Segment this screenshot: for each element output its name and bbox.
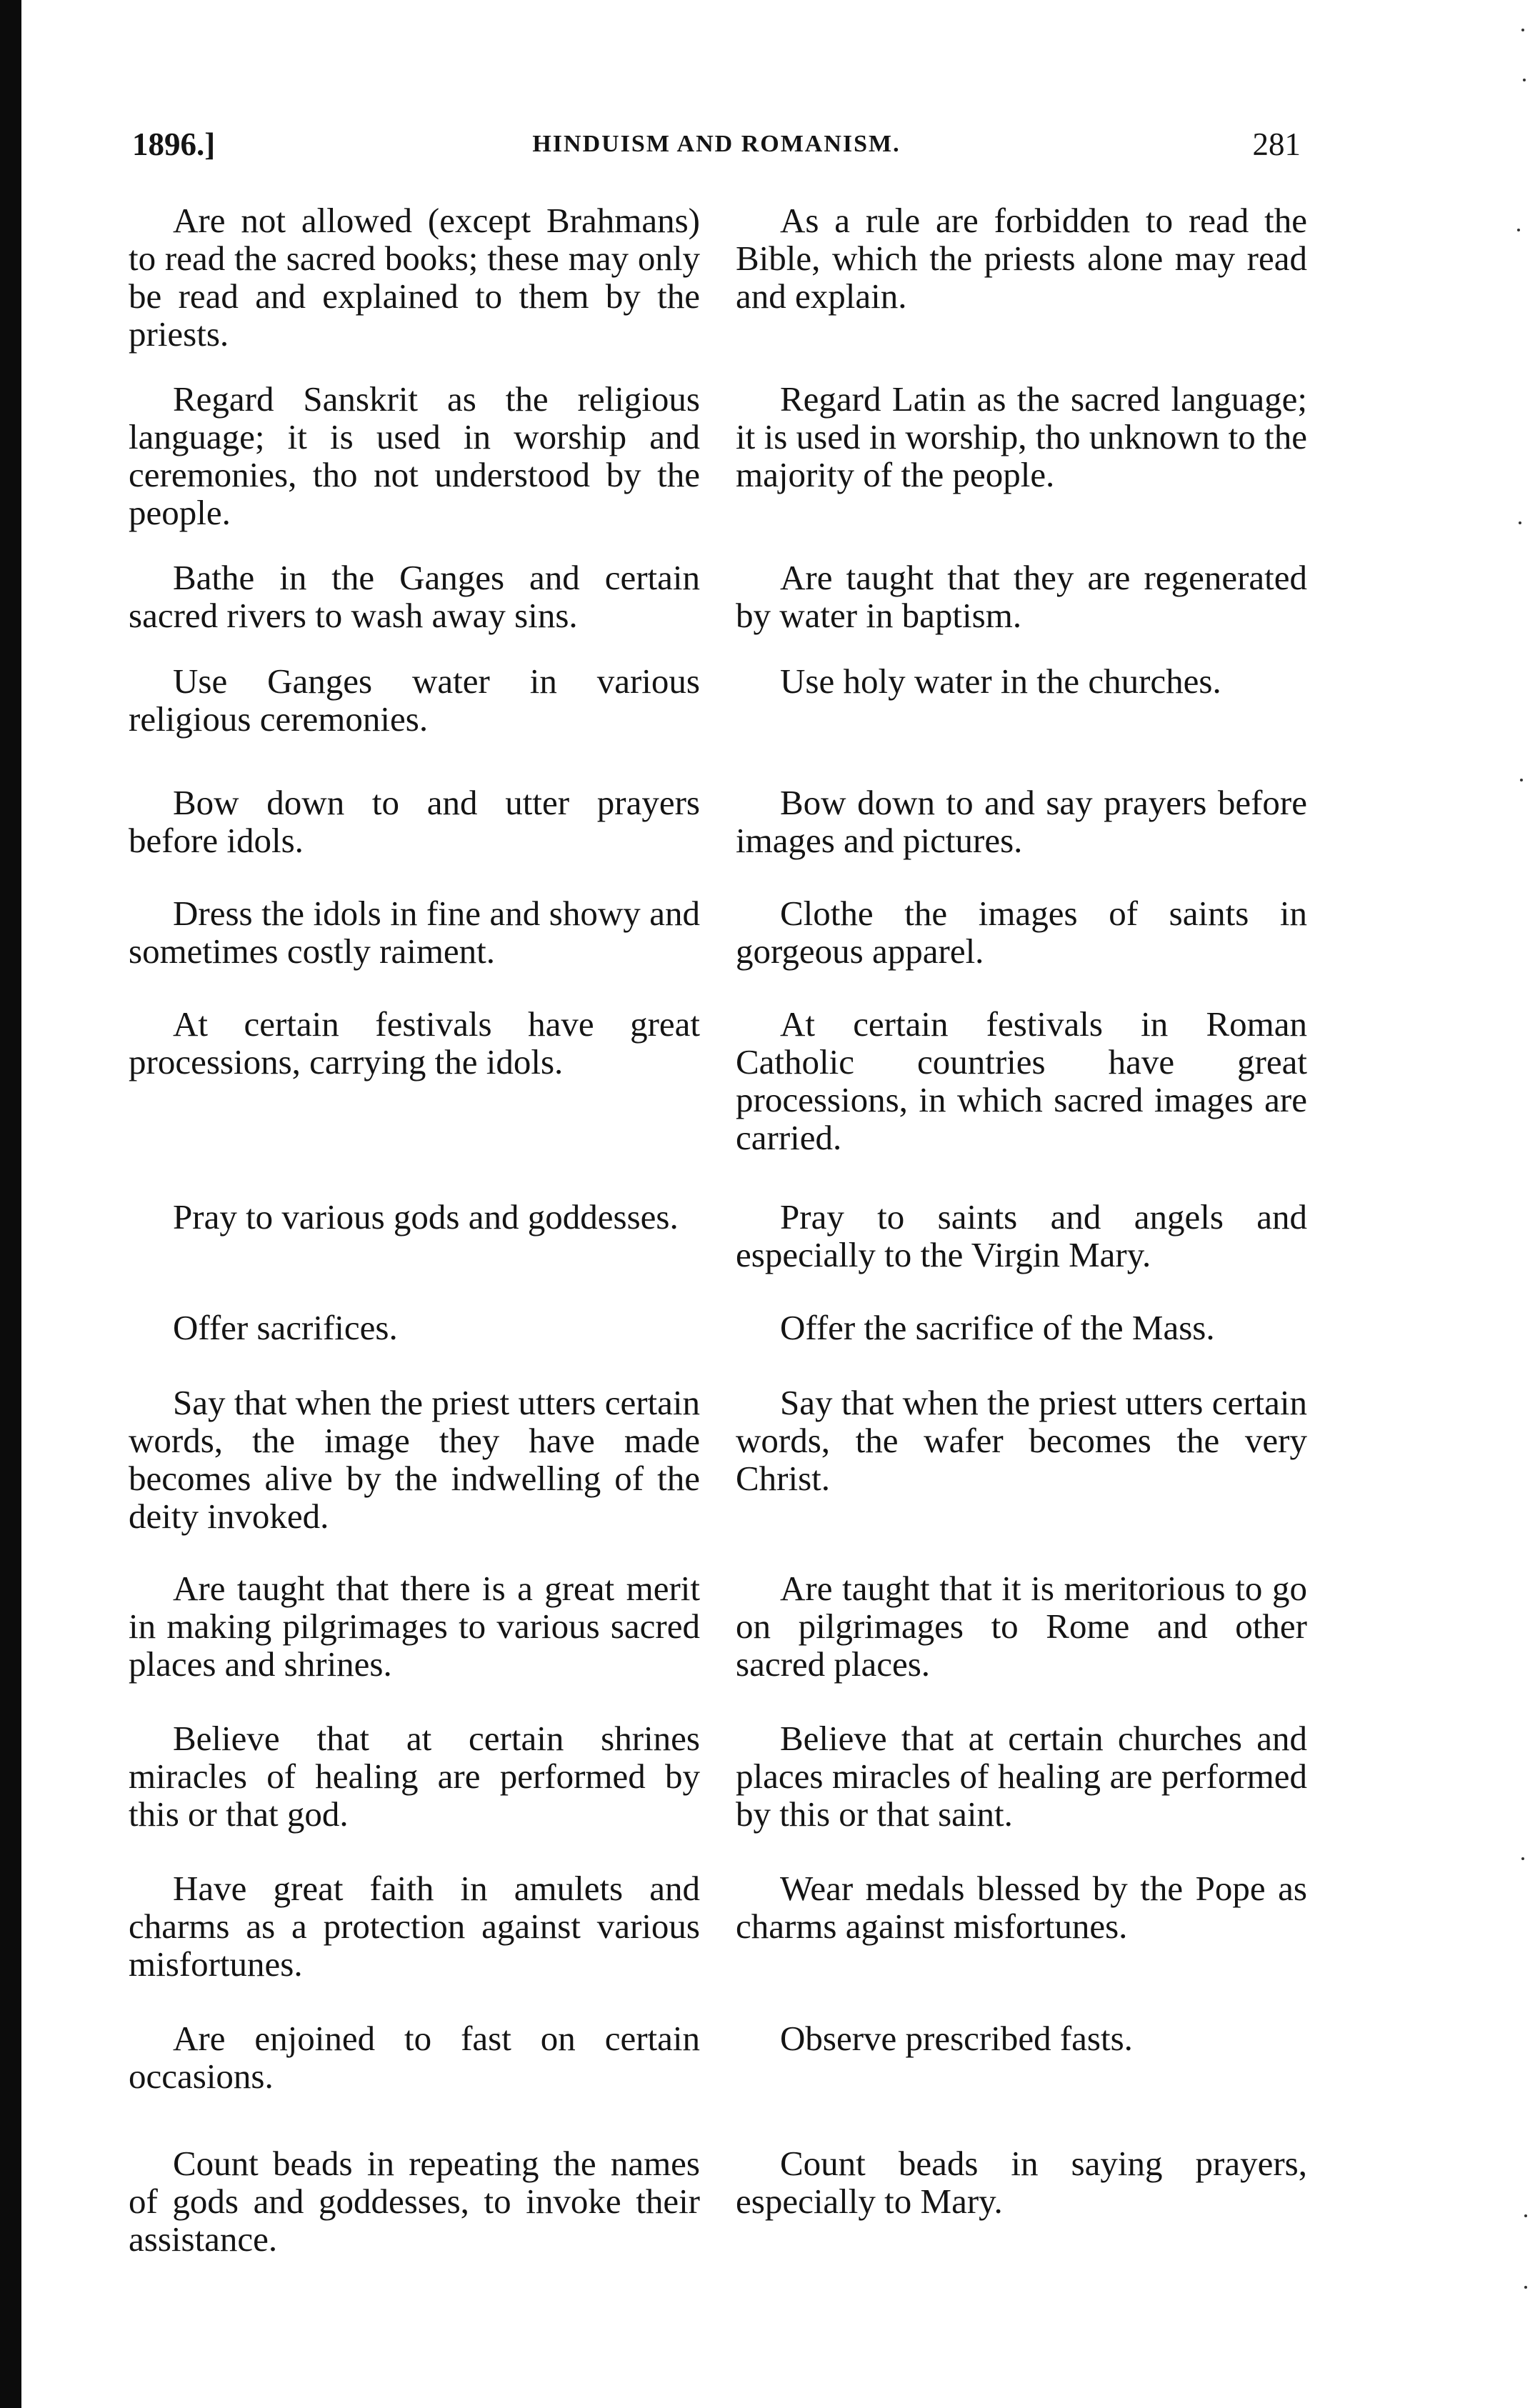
- hindu-entry: Are not allowed (except Brahmans) to read the sacred books; these may only be read and explained to them by the priests.: [129, 201, 700, 354]
- hindu-entry: Bathe in the Ganges and certain sacred rivers to wash away sins.: [129, 558, 700, 635]
- hindu-entry: Are taught that there is a great merit in making pilgrimages to various sacred places and shrines.: [129, 1569, 700, 1684]
- romanist-entry: Bow down to and say prayers before images and pictures.: [736, 783, 1307, 860]
- hindu-entry: Have great faith in amulets and charms as a protection against various misfortunes.: [129, 1869, 700, 1984]
- edge-speck: [1520, 779, 1523, 781]
- hindu-entry: Believe that at certain shrines miracles of healing are performed by this or that god.: [129, 1719, 700, 1834]
- edge-speck: [1519, 521, 1521, 524]
- hindu-entry: Pray to various gods and goddesses.: [173, 1197, 679, 1237]
- romanist-entry: Believe that at certain churches and places miracles of healing are performed by this or that saint.: [736, 1719, 1307, 1834]
- romanist-entry: At certain festivals in Roman Catholic countries have great processions, in which sacred images are carried.: [736, 1004, 1307, 1157]
- romanist-entry: Count beads in saying prayers, especially to Mary.: [736, 2144, 1307, 2221]
- hindu-entry: Say that when the priest utters certain words, the image they have made becomes alive by the indwelling of the deity invoked.: [129, 1383, 700, 1536]
- hindu-entry: Offer sacrifices.: [173, 1308, 398, 1347]
- hindu-entry: Bow down to and utter prayers before idols.: [129, 783, 700, 860]
- hindu-entry: Use Ganges water in various religious ceremonies.: [129, 661, 700, 739]
- romanist-entry: Use holy water in the churches.: [780, 661, 1221, 701]
- edge-speck: [1521, 1857, 1524, 1860]
- page-binding-edge: [0, 0, 21, 2408]
- page-edge-specks: [1511, 0, 1540, 2408]
- hindu-entry: Dress the idols in fine and showy and sometimes costly raiment.: [129, 894, 700, 971]
- edge-speck: [1517, 229, 1520, 231]
- romanist-entry: Clothe the images of saints in gorgeous apparel.: [736, 894, 1307, 971]
- edge-speck: [1524, 2286, 1527, 2289]
- romanist-entry: Wear medals blessed by the Pope as charms against misfortunes.: [736, 1869, 1307, 1946]
- edge-speck: [1523, 79, 1526, 81]
- romanist-entry: As a rule are forbidden to read the Bible, which the priests alone may read and explain.: [736, 201, 1307, 316]
- running-head-year: 1896.]: [132, 126, 216, 162]
- romanist-entry: Say that when the priest utters certain words, the wafer becomes the very Christ.: [736, 1383, 1307, 1498]
- romanist-entry: Regard Latin as the sacred language; it is used in worship, tho unknown to the majority of the people.: [736, 379, 1307, 494]
- comparison-columns: [129, 201, 1307, 2344]
- hindu-entry: Regard Sanskrit as the religious language; it is used in worship and ceremonies, tho not understood by the people.: [129, 379, 700, 532]
- romanist-column: [736, 201, 1307, 2344]
- romanist-entry: Offer the sacrifice of the Mass.: [780, 1308, 1215, 1347]
- romanist-entry: Are taught that they are regenerated by water in baptism.: [736, 558, 1307, 635]
- running-head: [132, 123, 1301, 166]
- edge-speck: [1524, 2214, 1527, 2217]
- edge-speck: [1521, 29, 1524, 31]
- romanist-entry: Pray to saints and angels and especially to the Virgin Mary.: [736, 1197, 1307, 1274]
- romanist-entry: Are taught that it is meritorious to go on pilgrimages to Rome and other sacred places.: [736, 1569, 1307, 1684]
- romanist-entry: Observe prescribed fasts.: [780, 2019, 1133, 2058]
- hindu-entry: At certain festivals have great processions, carrying the idols.: [129, 1004, 700, 1081]
- hindu-entry: Are enjoined to fast on certain occasions.: [129, 2019, 700, 2096]
- hindu-entry: Count beads in repeating the names of gods and goddesses, to invoke their assistance.: [129, 2144, 700, 2259]
- running-head-title: HINDUISM AND ROMANISM.: [532, 131, 901, 157]
- page-number: 281: [1252, 126, 1301, 162]
- hindu-column: [129, 201, 700, 2344]
